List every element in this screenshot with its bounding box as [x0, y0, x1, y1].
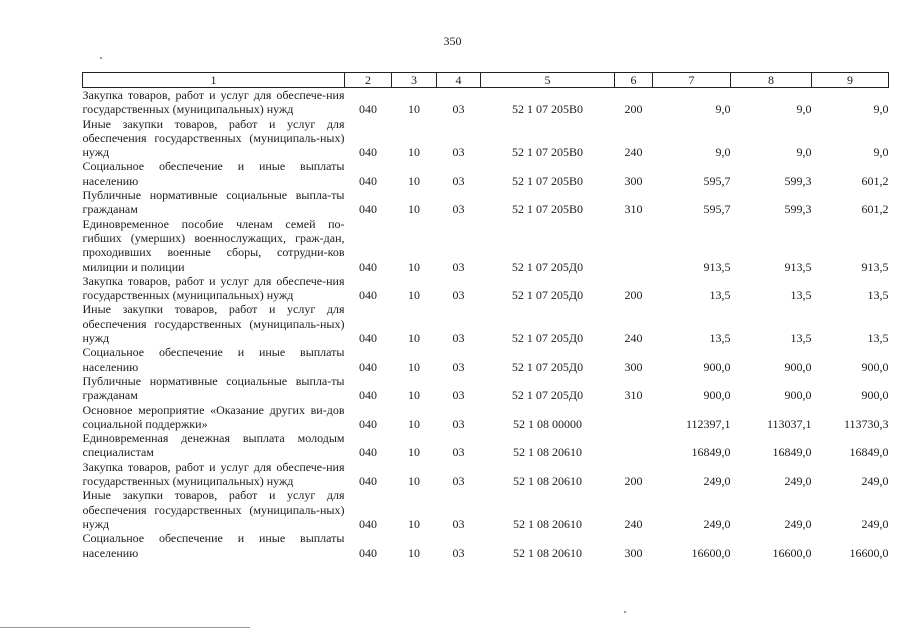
- code-target-article-cell: 52 1 07 205В0: [511, 202, 583, 217]
- code-target-article-cell: 52 1 07 205Д0: [511, 259, 584, 274]
- code-subsection-cell: 03: [452, 359, 465, 374]
- column-header-3: 3: [392, 73, 437, 88]
- scan-speck: [100, 57, 102, 59]
- amount-col9-cell: 9,0: [873, 102, 889, 117]
- amount-col9-cell: 601,2: [861, 202, 889, 217]
- code-section-cell: 10: [408, 516, 420, 531]
- code-expense-type-cell: 310: [624, 202, 643, 217]
- code-subsection-cell: 03: [452, 288, 465, 303]
- amount-col9-cell: 900,0: [861, 388, 889, 403]
- code-section-cell: 10: [408, 288, 420, 303]
- amount-col7-cell: 900,0: [703, 388, 731, 403]
- code-subsection-cell: 03: [452, 102, 465, 117]
- row-name-cell: Социальное обеспечение и иные выплаты населению: [82, 159, 345, 188]
- code-target-article-cell: 52 1 08 20610: [513, 516, 582, 531]
- code-ministry-cell: 040: [359, 173, 377, 188]
- code-expense-type-cell: [615, 403, 653, 432]
- code-section-cell: 10: [408, 388, 420, 403]
- amount-col7-cell: 13,5: [709, 288, 731, 303]
- amount-col9-cell: 13,5: [867, 288, 889, 303]
- code-section-cell: 10: [408, 259, 420, 274]
- table-row: [83, 488, 889, 531]
- amount-col9-cell: 13,5: [867, 331, 889, 346]
- column-header-6: 6: [615, 73, 653, 88]
- column-number-header-row: [83, 73, 889, 88]
- code-target-article-cell: 52 1 07 205В0: [511, 145, 583, 160]
- code-expense-type-cell: 200: [624, 474, 643, 489]
- amount-col7-cell: 9,0: [715, 102, 731, 117]
- table-row: [83, 431, 889, 460]
- code-section-cell: 10: [408, 416, 420, 431]
- column-header-4: 4: [437, 73, 481, 88]
- amount-col8-cell: 900,0: [784, 388, 812, 403]
- code-target-article-cell: 52 1 07 205Д0: [511, 388, 584, 403]
- amount-col9-cell: 113730,3: [843, 416, 889, 431]
- table-row: [83, 403, 889, 432]
- row-name-cell: Единовременное пособие членам семей по-гибших (умерших) военнослужащих, граж-дан, проходивших военные сборы, сотрудни-ков милиции и полиции: [82, 216, 345, 274]
- code-section-cell: 10: [408, 173, 420, 188]
- row-name-cell: Основное мероприятие «Оказание других ви-дов социальной поддержки»: [82, 402, 345, 431]
- code-section-cell: 10: [408, 445, 420, 460]
- code-expense-type-cell: 240: [624, 331, 643, 346]
- amount-col9-cell: 9,0: [873, 145, 889, 160]
- code-ministry-cell: 040: [359, 545, 377, 560]
- code-ministry-cell: 040: [359, 388, 377, 403]
- row-name-cell: Социальное обеспечение и иные выплаты населению: [82, 531, 345, 560]
- amount-col7-cell: 595,7: [703, 202, 731, 217]
- table-row: [83, 374, 889, 403]
- amount-col7-cell: 16600,0: [691, 545, 731, 560]
- code-subsection-cell: 03: [452, 545, 465, 560]
- code-ministry-cell: 040: [359, 259, 377, 274]
- code-section-cell: 10: [408, 202, 420, 217]
- amount-col7-cell: 913,5: [703, 259, 731, 274]
- amount-col8-cell: 249,0: [784, 474, 812, 489]
- amount-col9-cell: 249,0: [861, 474, 889, 489]
- code-expense-type-cell: 240: [624, 516, 643, 531]
- amount-col9-cell: 16849,0: [849, 445, 889, 460]
- row-name-cell: Иные закупки товаров, работ и услуг для обеспечения государственных (муниципаль-ных) нужд: [82, 488, 345, 531]
- amount-col7-cell: 595,7: [703, 173, 731, 188]
- row-name-cell: Иные закупки товаров, работ и услуг для обеспечения государственных (муниципаль-ных) нужд: [82, 116, 345, 160]
- code-subsection-cell: 03: [452, 445, 465, 460]
- code-target-article-cell: 52 1 08 20610: [513, 545, 582, 560]
- code-subsection-cell: 03: [452, 259, 465, 274]
- table-body: [83, 88, 889, 560]
- amount-col8-cell: 900,0: [784, 359, 812, 374]
- table-row: [83, 88, 889, 117]
- code-ministry-cell: 040: [359, 516, 377, 531]
- table-row: [83, 302, 889, 345]
- row-name-cell: Закупка товаров, работ и услуг для обеспече-ния государственных (муниципальных) нужд: [82, 88, 345, 117]
- code-subsection-cell: 03: [452, 516, 465, 531]
- amount-col8-cell: 9,0: [796, 145, 812, 160]
- code-section-cell: 10: [408, 474, 420, 489]
- column-header-2: 2: [345, 73, 392, 88]
- scan-speck: [624, 611, 626, 613]
- amount-col9-cell: 601,2: [861, 173, 889, 188]
- code-ministry-cell: 040: [359, 474, 377, 489]
- table-row: [83, 159, 889, 188]
- amount-col8-cell: 599,3: [784, 173, 812, 188]
- code-ministry-cell: 040: [359, 288, 377, 303]
- row-name-cell: Публичные нормативные социальные выпла-ты гражданам: [82, 188, 345, 217]
- code-section-cell: 10: [408, 331, 420, 346]
- code-ministry-cell: 040: [359, 359, 377, 374]
- amount-col7-cell: 249,0: [703, 516, 731, 531]
- table-row: [83, 531, 889, 560]
- code-ministry-cell: 040: [359, 145, 377, 160]
- table-row: [83, 217, 889, 274]
- code-subsection-cell: 03: [452, 202, 465, 217]
- amount-col7-cell: 900,0: [703, 359, 731, 374]
- code-target-article-cell: 52 1 08 00000: [513, 416, 582, 431]
- amount-col8-cell: 599,3: [784, 202, 812, 217]
- code-expense-type-cell: [615, 431, 653, 460]
- column-header-1: 1: [83, 73, 345, 88]
- amount-col8-cell: 13,5: [790, 331, 812, 346]
- code-subsection-cell: 03: [452, 145, 465, 160]
- amount-col7-cell: 249,0: [703, 474, 731, 489]
- page-number: 350: [443, 34, 462, 48]
- column-header-7: 7: [653, 73, 731, 88]
- code-expense-type-cell: 200: [624, 102, 643, 117]
- amount-col9-cell: 900,0: [861, 359, 889, 374]
- amount-col8-cell: 13,5: [790, 288, 812, 303]
- code-target-article-cell: 52 1 07 205Д0: [511, 288, 584, 303]
- code-target-article-cell: 52 1 08 20610: [513, 474, 582, 489]
- table-row: [83, 274, 889, 303]
- code-subsection-cell: 03: [452, 331, 465, 346]
- amount-col7-cell: 9,0: [715, 145, 731, 160]
- amount-col7-cell: 13,5: [709, 331, 731, 346]
- row-name-cell: Иные закупки товаров, работ и услуг для обеспечения государственных (муниципаль-ных) нужд: [82, 302, 345, 346]
- amount-col8-cell: 16600,0: [772, 545, 812, 560]
- code-expense-type-cell: 200: [624, 288, 643, 303]
- column-header-5: 5: [481, 73, 615, 88]
- code-target-article-cell: 52 1 07 205Д0: [511, 359, 584, 374]
- footer-rule: [0, 627, 250, 628]
- code-expense-type-cell: 240: [624, 145, 643, 160]
- amount-col8-cell: 913,5: [784, 259, 812, 274]
- row-name-cell: Единовременная денежная выплата молодым специалистам: [82, 431, 345, 460]
- amount-col8-cell: 249,0: [784, 516, 812, 531]
- code-expense-type-cell: 300: [624, 545, 643, 560]
- code-expense-type-cell: [615, 217, 653, 274]
- code-ministry-cell: 040: [359, 102, 377, 117]
- row-name-cell: Закупка товаров, работ и услуг для обеспече-ния государственных (муниципальных) нужд: [82, 273, 345, 303]
- code-section-cell: 10: [408, 145, 420, 160]
- amount-col9-cell: 913,5: [861, 259, 889, 274]
- code-ministry-cell: 040: [359, 202, 377, 217]
- code-subsection-cell: 03: [452, 416, 465, 431]
- amount-col9-cell: 249,0: [861, 516, 889, 531]
- code-expense-type-cell: 300: [624, 359, 643, 374]
- code-subsection-cell: 03: [452, 474, 465, 489]
- code-section-cell: 10: [408, 545, 420, 560]
- row-name-cell: Публичные нормативные социальные выпла-ты гражданам: [82, 373, 345, 403]
- code-ministry-cell: 040: [359, 331, 377, 346]
- code-expense-type-cell: 310: [624, 388, 643, 403]
- row-name-cell: Социальное обеспечение и иные выплаты населению: [82, 345, 345, 374]
- amount-col7-cell: 16849,0: [691, 445, 731, 460]
- code-target-article-cell: 52 1 08 20610: [513, 445, 582, 460]
- amount-col9-cell: 16600,0: [849, 545, 889, 560]
- code-subsection-cell: 03: [452, 388, 465, 403]
- budget-table: [82, 72, 889, 560]
- table-row: [83, 345, 889, 374]
- column-header-9: 9: [812, 73, 889, 88]
- code-section-cell: 10: [408, 359, 420, 374]
- table-row: [83, 117, 889, 160]
- code-expense-type-cell: 300: [624, 173, 643, 188]
- code-target-article-cell: 52 1 07 205В0: [511, 102, 583, 117]
- row-name-cell: Закупка товаров, работ и услуг для обеспече-ния государственных (муниципальных) нужд: [82, 459, 345, 489]
- column-header-8: 8: [731, 73, 812, 88]
- amount-col7-cell: 112397,1: [685, 416, 731, 431]
- code-target-article-cell: 52 1 07 205В0: [511, 173, 583, 188]
- code-ministry-cell: 040: [359, 445, 377, 460]
- amount-col8-cell: 9,0: [796, 102, 812, 117]
- table-row: [83, 188, 889, 217]
- code-ministry-cell: 040: [359, 416, 377, 431]
- code-subsection-cell: 03: [452, 173, 465, 188]
- amount-col8-cell: 113037,1: [766, 416, 812, 431]
- code-target-article-cell: 52 1 07 205Д0: [511, 331, 584, 346]
- amount-col8-cell: 16849,0: [772, 445, 812, 460]
- code-section-cell: 10: [408, 102, 420, 117]
- table-row: [83, 460, 889, 489]
